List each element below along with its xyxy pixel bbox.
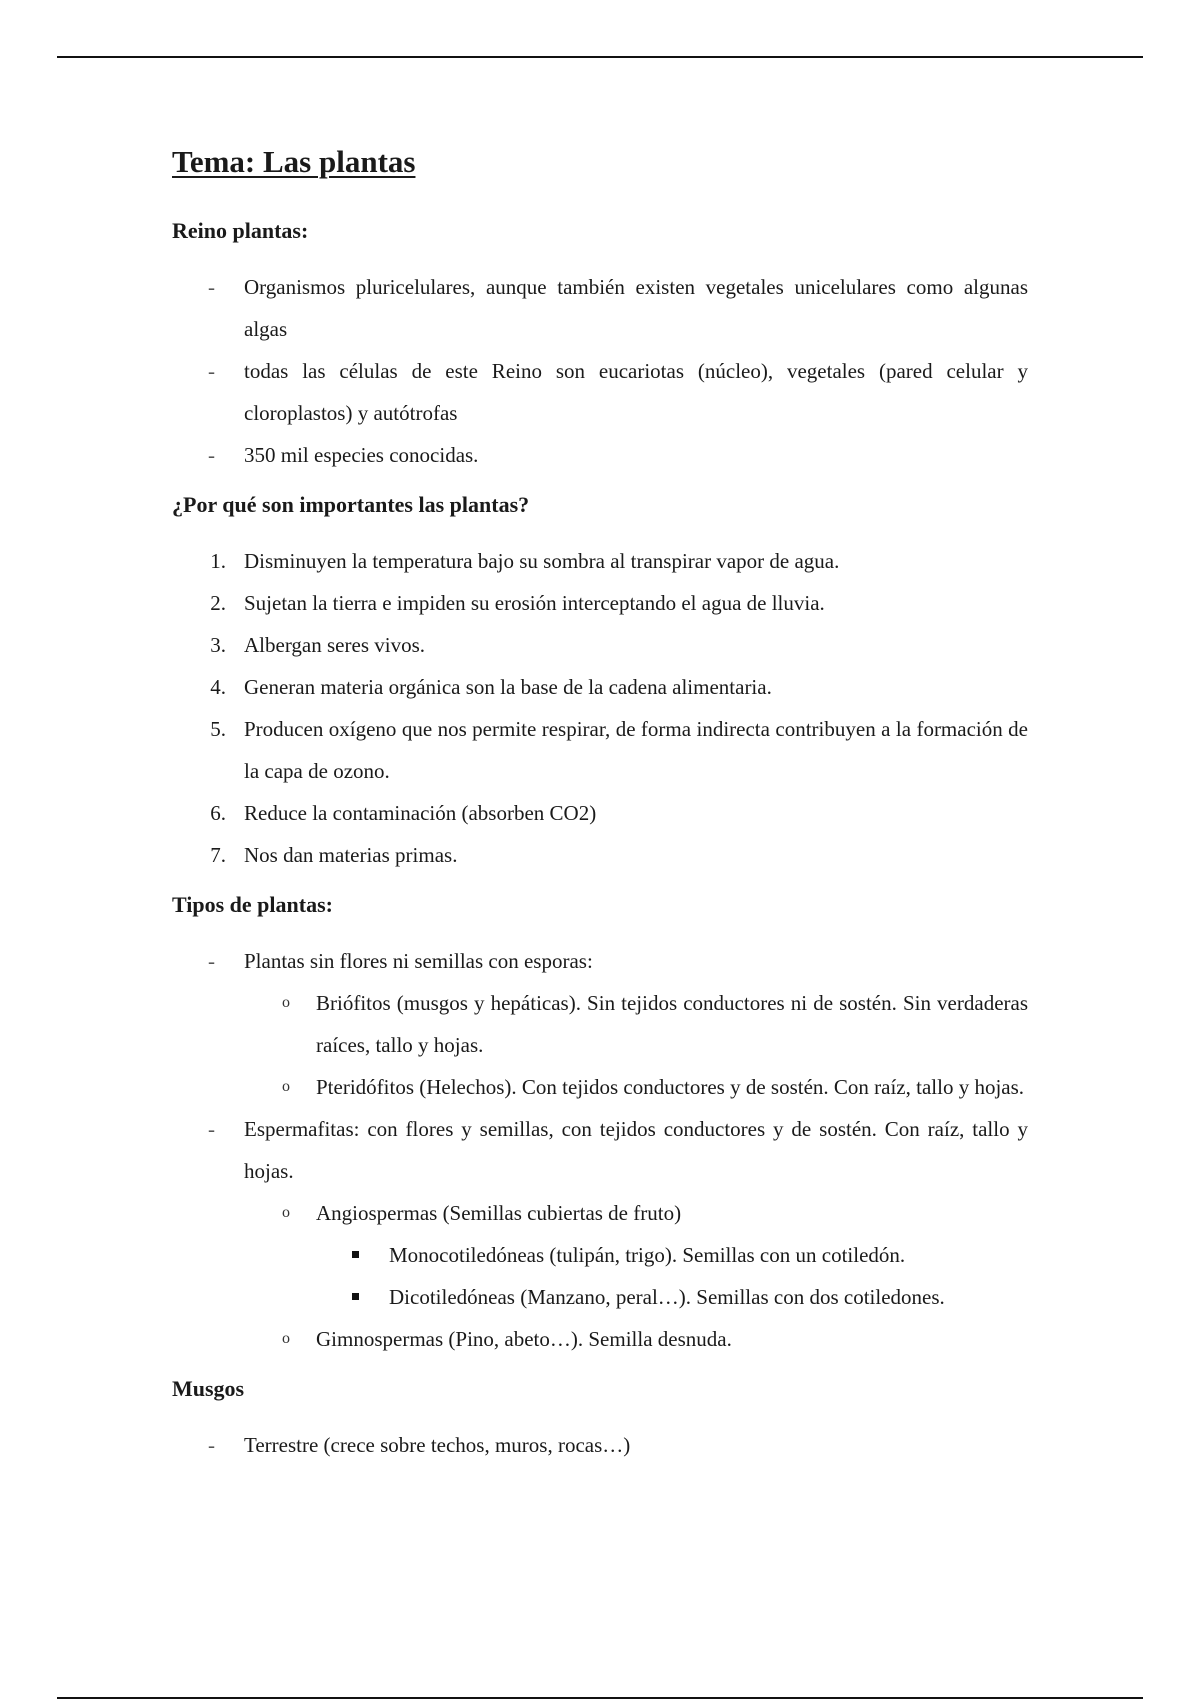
list-item-text: Briófitos (musgos y hepáticas). Sin tejidos conductores ni de sostén. Sin verdaderas raíces, tallo y hojas. bbox=[316, 991, 1028, 1057]
sublist-sin-flores bbox=[172, 982, 1028, 1108]
number-marker: 2. bbox=[210, 591, 226, 615]
list-musgos bbox=[172, 1424, 1028, 1466]
list-item-text: Monocotiledóneas (tulipán, trigo). Semillas con un cotiledón. bbox=[389, 1243, 906, 1267]
dash-marker: - bbox=[208, 443, 215, 467]
list-item bbox=[172, 266, 1028, 350]
list-item-text: Pteridófitos (Helechos). Con tejidos conductores y de sostén. Con raíz, tallo y hojas. bbox=[316, 1075, 1025, 1099]
list-item bbox=[172, 350, 1028, 434]
list-item-text: Disminuyen la temperatura bajo su sombra al transpirar vapor de agua. bbox=[244, 549, 840, 573]
list-reino-plantas bbox=[172, 266, 1028, 476]
bottom-rule bbox=[57, 1697, 1143, 1699]
list-item bbox=[172, 834, 1028, 876]
document-body bbox=[172, 140, 1028, 1474]
list-item bbox=[172, 1108, 1028, 1192]
list-item bbox=[172, 1192, 1028, 1234]
heading-importancia: ¿Por qué son importantes las plantas? bbox=[172, 492, 530, 517]
circle-marker: o bbox=[282, 994, 290, 1011]
list-item-text: Angiospermas (Semillas cubiertas de fruto) bbox=[316, 1201, 682, 1225]
number-marker: 4. bbox=[210, 675, 226, 699]
number-marker: 7. bbox=[210, 843, 226, 867]
sublist-container bbox=[172, 1192, 1028, 1360]
dash-marker: - bbox=[208, 1117, 215, 1141]
sublist-espermafitas bbox=[172, 1192, 1028, 1360]
list-item bbox=[172, 1424, 1028, 1466]
list-item bbox=[172, 1318, 1028, 1360]
number-marker: 1. bbox=[210, 549, 226, 573]
page-title: Tema: Las plantas bbox=[172, 144, 416, 179]
list-item bbox=[172, 1276, 1028, 1318]
list-item bbox=[172, 624, 1028, 666]
list-importancia bbox=[172, 540, 1028, 876]
list-item-text: Dicotiledóneas (Manzano, peral…). Semillas con dos cotiledones. bbox=[389, 1285, 945, 1309]
circle-marker: o bbox=[282, 1330, 290, 1347]
list-item-text: todas las células de este Reino son eucariotas (núcleo), vegetales (pared celular y cloroplastos) y autótrofas bbox=[244, 359, 1028, 425]
sublist-container bbox=[172, 982, 1028, 1108]
dash-marker: - bbox=[208, 275, 215, 299]
list-item-text: Terrestre (crece sobre techos, muros, rocas…) bbox=[244, 1433, 631, 1457]
number-marker: 3. bbox=[210, 633, 226, 657]
heading-reino-plantas: Reino plantas: bbox=[172, 218, 309, 243]
sublist-angiospermas bbox=[172, 1234, 1028, 1318]
list-item-text: Producen oxígeno que nos permite respirar, de forma indirecta contribuyen a la formación de la capa de ozono. bbox=[244, 717, 1028, 783]
list-item-text: Reduce la contaminación (absorben CO2) bbox=[244, 801, 597, 825]
list-item bbox=[172, 792, 1028, 834]
dash-marker: - bbox=[208, 1433, 215, 1457]
list-item bbox=[172, 1066, 1028, 1108]
list-item bbox=[172, 982, 1028, 1066]
number-marker: 6. bbox=[210, 801, 226, 825]
list-item bbox=[172, 582, 1028, 624]
list-item bbox=[172, 666, 1028, 708]
heading-musgos: Musgos bbox=[172, 1376, 245, 1401]
list-item-text: Gimnospermas (Pino, abeto…). Semilla desnuda. bbox=[316, 1327, 732, 1351]
list-item-text: Sujetan la tierra e impiden su erosión interceptando el agua de lluvia. bbox=[244, 591, 825, 615]
list-item bbox=[172, 940, 1028, 982]
circle-marker: o bbox=[282, 1078, 290, 1095]
list-item-text: Albergan seres vivos. bbox=[244, 633, 425, 657]
heading-tipos-plantas: Tipos de plantas: bbox=[172, 892, 333, 917]
list-item bbox=[172, 434, 1028, 476]
sublist-container bbox=[172, 1234, 1028, 1318]
list-item bbox=[172, 1234, 1028, 1276]
circle-marker: o bbox=[282, 1204, 290, 1221]
list-item-text: Organismos pluricelulares, aunque también existen vegetales unicelulares como algunas algas bbox=[244, 275, 1028, 341]
list-tipos-plantas bbox=[172, 940, 1028, 1360]
dash-marker: - bbox=[208, 359, 215, 383]
list-item-text: Espermafitas: con flores y semillas, con tejidos conductores y de sostén. Con raíz, tallo y hojas. bbox=[244, 1117, 1028, 1183]
list-item-text: 350 mil especies conocidas. bbox=[244, 443, 479, 467]
list-item bbox=[172, 708, 1028, 792]
number-marker: 5. bbox=[210, 717, 226, 741]
list-item-text: Plantas sin flores ni semillas con esporas: bbox=[244, 949, 593, 973]
list-item bbox=[172, 540, 1028, 582]
dash-marker: - bbox=[208, 949, 215, 973]
top-rule bbox=[57, 56, 1143, 58]
list-item-text: Generan materia orgánica son la base de la cadena alimentaria. bbox=[244, 675, 772, 699]
list-item-text: Nos dan materias primas. bbox=[244, 843, 458, 867]
